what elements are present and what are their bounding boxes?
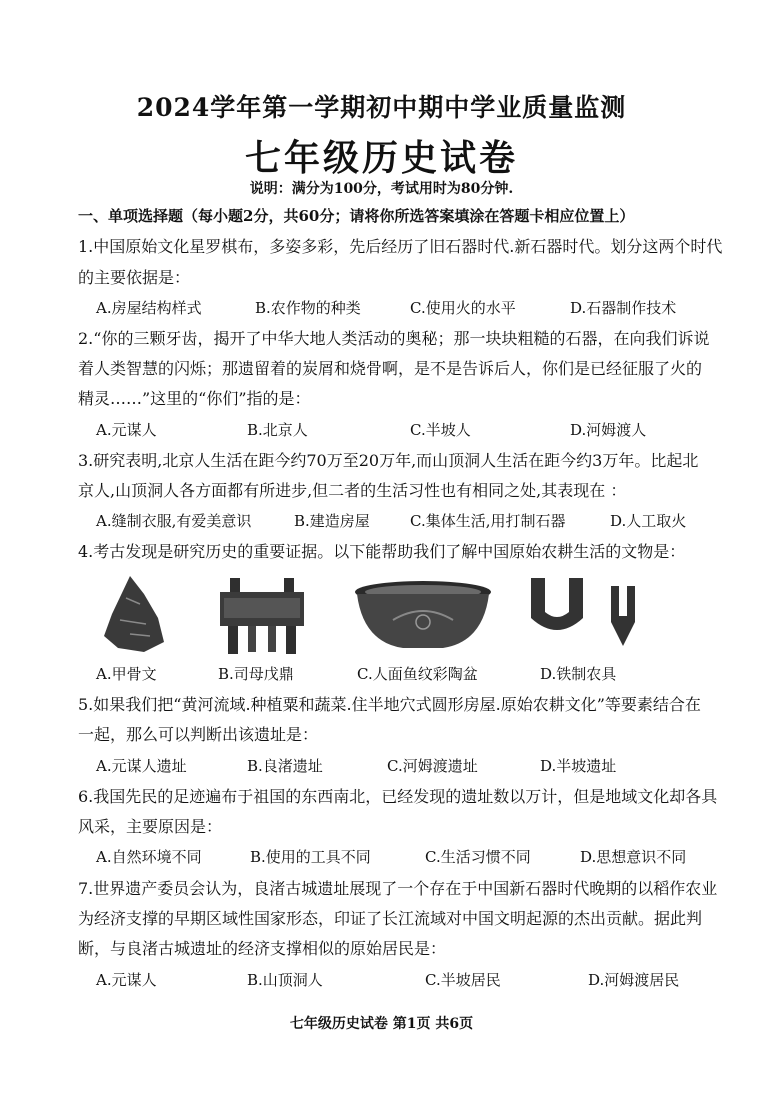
q4-option-d: D.铁制农具 <box>540 665 617 683</box>
q6-option-c: C.生活习惯不同 <box>425 848 531 866</box>
q1-option-a: A.房屋结构样式 <box>96 299 202 317</box>
q7-line-1: 7.世界遗产委员会认为，良渚古城遗址展现了一个存在于中国新石器时代晚期的以稻作农业 <box>78 879 718 898</box>
q6-line-1: 6.我国先民的足迹遍布于祖国的东西南北，已经发现的遗址数以万计，但是地域文化却各具 <box>78 787 718 806</box>
q7-option-c: C.半坡居民 <box>425 971 501 989</box>
q1-line-2: 的主要依据是： <box>78 268 191 287</box>
q2-line-2: 着人类智慧的闪烁；那遗留着的炭屑和烧骨啊，是不是告诉后人，你们是已经征服了火的 <box>78 359 703 378</box>
q7-line-3: 断，与良渚古城遗址的经济支撑相似的原始居民是： <box>78 939 447 958</box>
q5-option-c: C.河姆渡遗址 <box>387 757 478 775</box>
q2-option-a: A.元谋人 <box>96 421 157 439</box>
q3-option-b: B.建造房屋 <box>294 512 370 530</box>
q1-line-1: 1.中国原始文化星罗棋布，多姿多彩，先后经历了旧石器时代.新石器时代。划分这两个时代 <box>78 237 723 256</box>
painted-pottery-basin-image <box>353 580 493 652</box>
q7-line-2: 为经济支撑的早期区域性国家形态，印证了长江流域对中国文明起源的杰出贡献。据此判 <box>78 909 703 928</box>
q4-option-a: A.甲骨文 <box>96 665 157 683</box>
exam-title: 2024学年第一学期初中期中学业质量监测 <box>136 93 627 122</box>
q6-option-d: D.思想意识不同 <box>580 848 687 866</box>
q2-option-c: C.半坡人 <box>410 421 471 439</box>
page-footer: 七年级历史试卷 第1页 共6页 <box>289 1016 474 1032</box>
q6-line-2: 风采，主要原因是： <box>78 817 223 836</box>
q2-line-3: 精灵……”这里的“你们”指的是： <box>78 389 311 408</box>
q4-line-1: 4.考古发现是研究历史的重要证据。以下能帮助我们了解中国原始农耕生活的文物是： <box>78 542 686 561</box>
oracle-bone-image <box>100 574 170 654</box>
iron-farm-tools-image <box>527 578 652 648</box>
q4-option-c: C.人面鱼纹彩陶盆 <box>357 665 478 683</box>
q2-option-d: D.河姆渡人 <box>570 421 647 439</box>
q2-option-b: B.北京人 <box>247 421 308 439</box>
q6-option-a: A.自然环境不同 <box>96 848 202 866</box>
q5-option-b: B.良渚遗址 <box>247 757 323 775</box>
section-heading: 一、单项选择题（每小题2分，共60分；请将你所选答案填涂在答题卡相应位置上） <box>78 207 635 225</box>
q6-option-b: B.使用的工具不同 <box>250 848 371 866</box>
q1-option-c: C.使用火的水平 <box>410 299 516 317</box>
q7-option-a: A.元谋人 <box>96 971 157 989</box>
q3-option-c: C.集体生活,用打制石器 <box>410 512 566 530</box>
exam-subtitle: 七年级历史试卷 <box>244 137 518 179</box>
q3-option-d: D.人工取火 <box>610 512 687 530</box>
q1-option-b: B.农作物的种类 <box>255 299 361 317</box>
q4-option-b: B.司母戊鼎 <box>218 665 294 683</box>
q1-option-d: D.石器制作技术 <box>570 299 677 317</box>
q5-line-1: 5.如果我们把“黄河流域.种植粟和蔬菜.住半地穴式圆形房屋.原始农耕文化”等要素结合在 <box>78 695 701 714</box>
q5-line-2: 一起，那么可以判断出该遗址是： <box>78 725 319 744</box>
q7-option-d: D.河姆渡居民 <box>588 971 680 989</box>
exam-note: 说明：满分为100分，考试用时为80分钟. <box>249 181 514 197</box>
q5-option-a: A.元谋人遗址 <box>96 757 187 775</box>
q5-option-d: D.半坡遗址 <box>540 757 617 775</box>
q7-option-b: B.山顶洞人 <box>247 971 323 989</box>
q3-line-2: 京人,山顶洞人各方面都有所进步,但二者的生活习性也有相同之处,其表现在 ： <box>78 481 627 500</box>
q3-line-1: 3.研究表明,北京人生活在距今约70万至20万年,而山顶洞人生活在距今约3万年。比起北 <box>78 451 699 470</box>
q3-option-a: A.缝制衣服,有爱美意识 <box>96 512 252 530</box>
simuwu-ding-image <box>216 578 308 656</box>
q2-line-1: 2.“你的三颗牙齿，揭开了中华大地人类活动的奥秘；那一块块粗糙的石器，在向我们诉说 <box>78 329 710 348</box>
